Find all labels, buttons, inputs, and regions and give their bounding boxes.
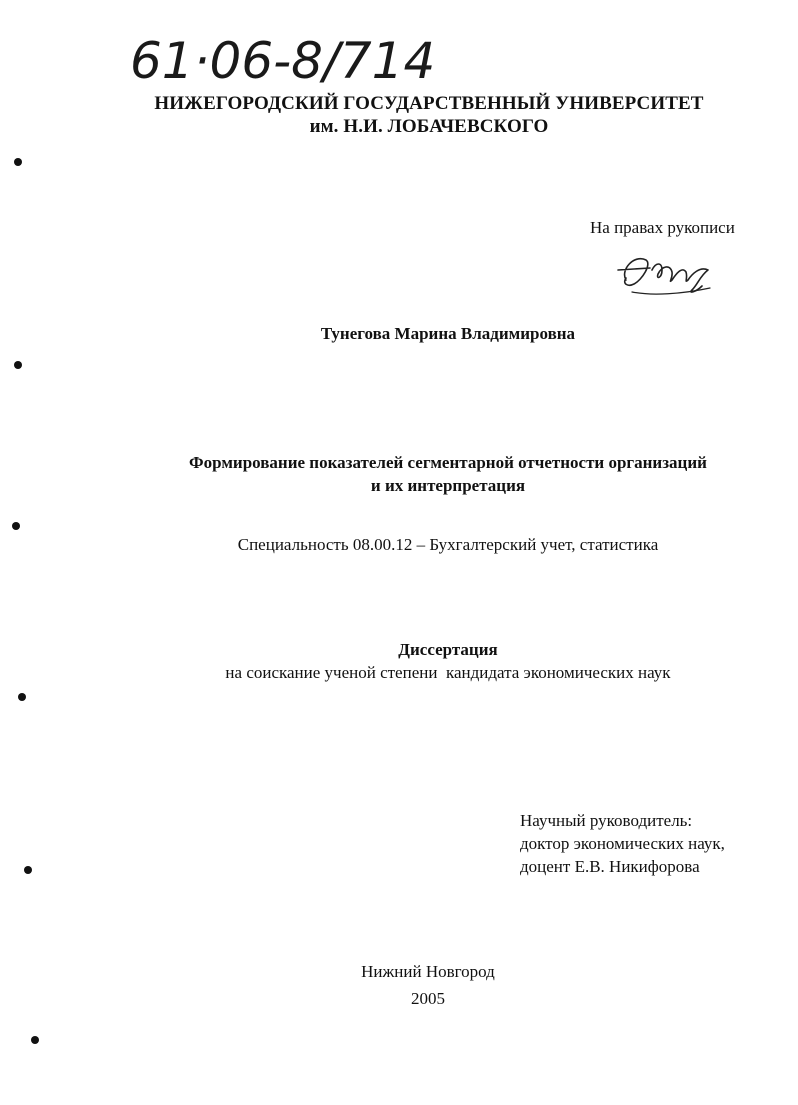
university-honorific: им. Н.И. ЛОБАЧЕВСКОГО xyxy=(309,116,549,137)
handwritten-archive-code xyxy=(128,22,438,92)
supervisor-degree: доктор экономических наук, xyxy=(520,834,725,853)
degree-line: на соискание ученой степени кандидата экономических наук xyxy=(225,663,671,682)
dissertation-title xyxy=(0,451,798,497)
binding-hole-dot xyxy=(12,522,20,530)
city-year-block xyxy=(0,958,798,1012)
year: 2005 xyxy=(411,989,445,1008)
binding-hole-dot xyxy=(18,693,26,701)
supervisor-block xyxy=(520,809,725,878)
author-name: Тунегова Марина Владимировна xyxy=(320,324,576,343)
title-line-1: Формирование показателей сегментарной отчетности организаций xyxy=(189,453,707,472)
signature-icon xyxy=(612,240,722,302)
university-name: НИЖЕГОРОДСКИЙ ГОСУДАРСТВЕННЫЙ УНИВЕРСИТЕТ xyxy=(154,93,704,114)
city: Нижний Новгород xyxy=(361,962,495,981)
supervisor-name: доцент Е.В. Никифорова xyxy=(520,857,700,876)
dissertation-label: Диссертация xyxy=(398,640,498,659)
supervisor-label: Научный руководитель: xyxy=(520,811,693,830)
binding-hole-dot xyxy=(14,361,22,369)
dissertation-block xyxy=(0,638,798,684)
manuscript-rights-label: На правах рукописи xyxy=(590,218,735,237)
archive-code-text: 61·06-8/714 xyxy=(130,32,436,90)
university-header xyxy=(0,92,798,138)
specialty-line: Специальность 08.00.12 – Бухгалтерский учет, статистика xyxy=(237,535,659,554)
binding-hole-dot xyxy=(31,1036,39,1044)
title-line-2: и их интерпретация xyxy=(370,476,526,495)
binding-hole-dot xyxy=(24,866,32,874)
binding-hole-dot xyxy=(14,158,22,166)
